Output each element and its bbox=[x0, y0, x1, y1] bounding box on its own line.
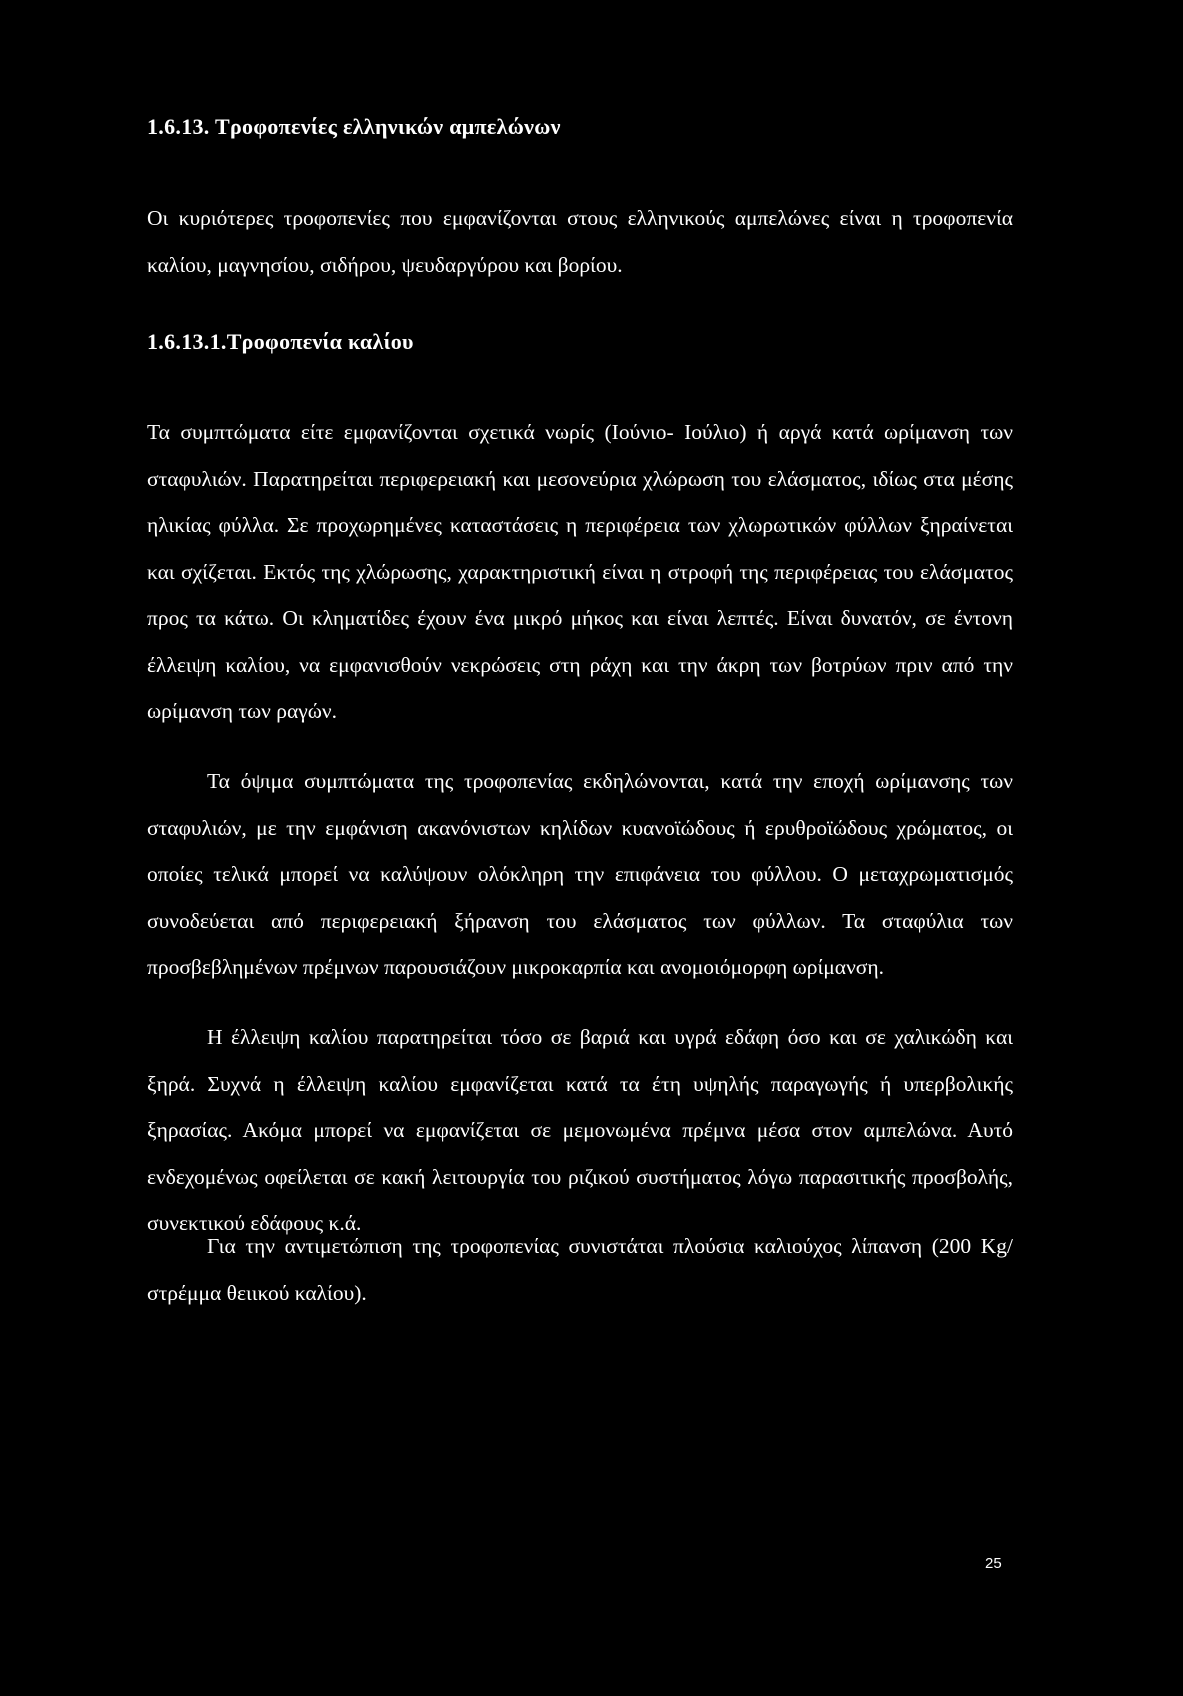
late-symptoms-paragraph: Τα όψιμα συμπτώματα της τροφοπενίας εκδηλώνονται, κατά την εποχή ωρίμανσης των σταφυλιών, με την εμφάνιση ακανόνιστων κηλίδων κυανοϊώδους ή ερυθροϊώδους χρώματος, οι οποίες τελικά μπορεί να καλύψουν ολόκληρη την επιφάνεια του φύλλου. Ο μεταχρωματισμός συνοδεύεται από περιφερειακή ξήρανση του ελάσματος των φύλλων. Τα σταφύλια των προσβεβλημένων πρέμνων παρουσιάζουν μικροκαρπία και ανομοιόμορφη ωρίμανση. bbox=[147, 769, 1013, 979]
symptoms-paragraph: Τα συμπτώματα είτε εμφανίζονται σχετικά νωρίς (Ιούνιο- Ιούλιο) ή αργά κατά ωρίμανση των σταφυλιών. Παρατηρείται περιφερειακή και μεσονεύρια χλώρωση του ελάσματος, ιδίως στα μέσης ηλικίας φύλλα. Σε προχωρημένες καταστάσεις η περιφέρεια των χλωρωτικών φύλλων ξηραίνεται και σχίζεται. Εκτός της χλώρωσης, χαρακτηριστική είναι η στροφή της περιφέρειας του ελάσματος προς τα κάτω. Οι κληματίδες έχουν ένα μικρό μήκος και είναι λεπτές. Είναι δυνατόν, σε έντονη έλλειψη καλίου, να εμφανισθούν νεκρώσεις στη ράχη και την άκρη των βοτρύων πριν από την ωρίμανση των ραγών. bbox=[147, 420, 1013, 723]
page-number: 25 bbox=[985, 1555, 1002, 1572]
treatment-paragraph: Για την αντιμετώπιση της τροφοπενίας συνιστάται πλούσια καλιούχος λίπανση (200 Kg/στρέμμα θειικού καλίου). bbox=[147, 1234, 1013, 1305]
intro-paragraph: Οι κυριότερες τροφοπενίες που εμφανίζονται στους ελληνικούς αμπελώνες είναι η τροφοπενία καλίου, μαγνησίου, σιδήρου, ψευδαργύρου και βορίου. bbox=[147, 206, 1013, 277]
subsection-title: 1.6.13.1.Τροφοπενία καλίου bbox=[147, 329, 414, 354]
section-title: 1.6.13. Τροφοπενίες ελληνικών αμπελώνων bbox=[147, 114, 561, 139]
soil-conditions-paragraph: Η έλλειψη καλίου παρατηρείται τόσο σε βαριά και υγρά εδάφη όσο και σε χαλικώδη και ξηρά. Συχνά η έλλειψη καλίου εμφανίζεται κατά τα έτη υψηλής παραγωγής ή υπερβολικής ξηρασίας. Ακόμα μπορεί να εμφανίζεται σε μεμονωμένα πρέμνα μέσα στον αμπελώνα. Αυτό ενδεχομένως οφείλεται σε κακή λειτουργία του ριζικού συστήματος λόγω παρασιτικής προσβολής, συνεκτικού εδάφους κ.ά. bbox=[147, 1025, 1013, 1235]
